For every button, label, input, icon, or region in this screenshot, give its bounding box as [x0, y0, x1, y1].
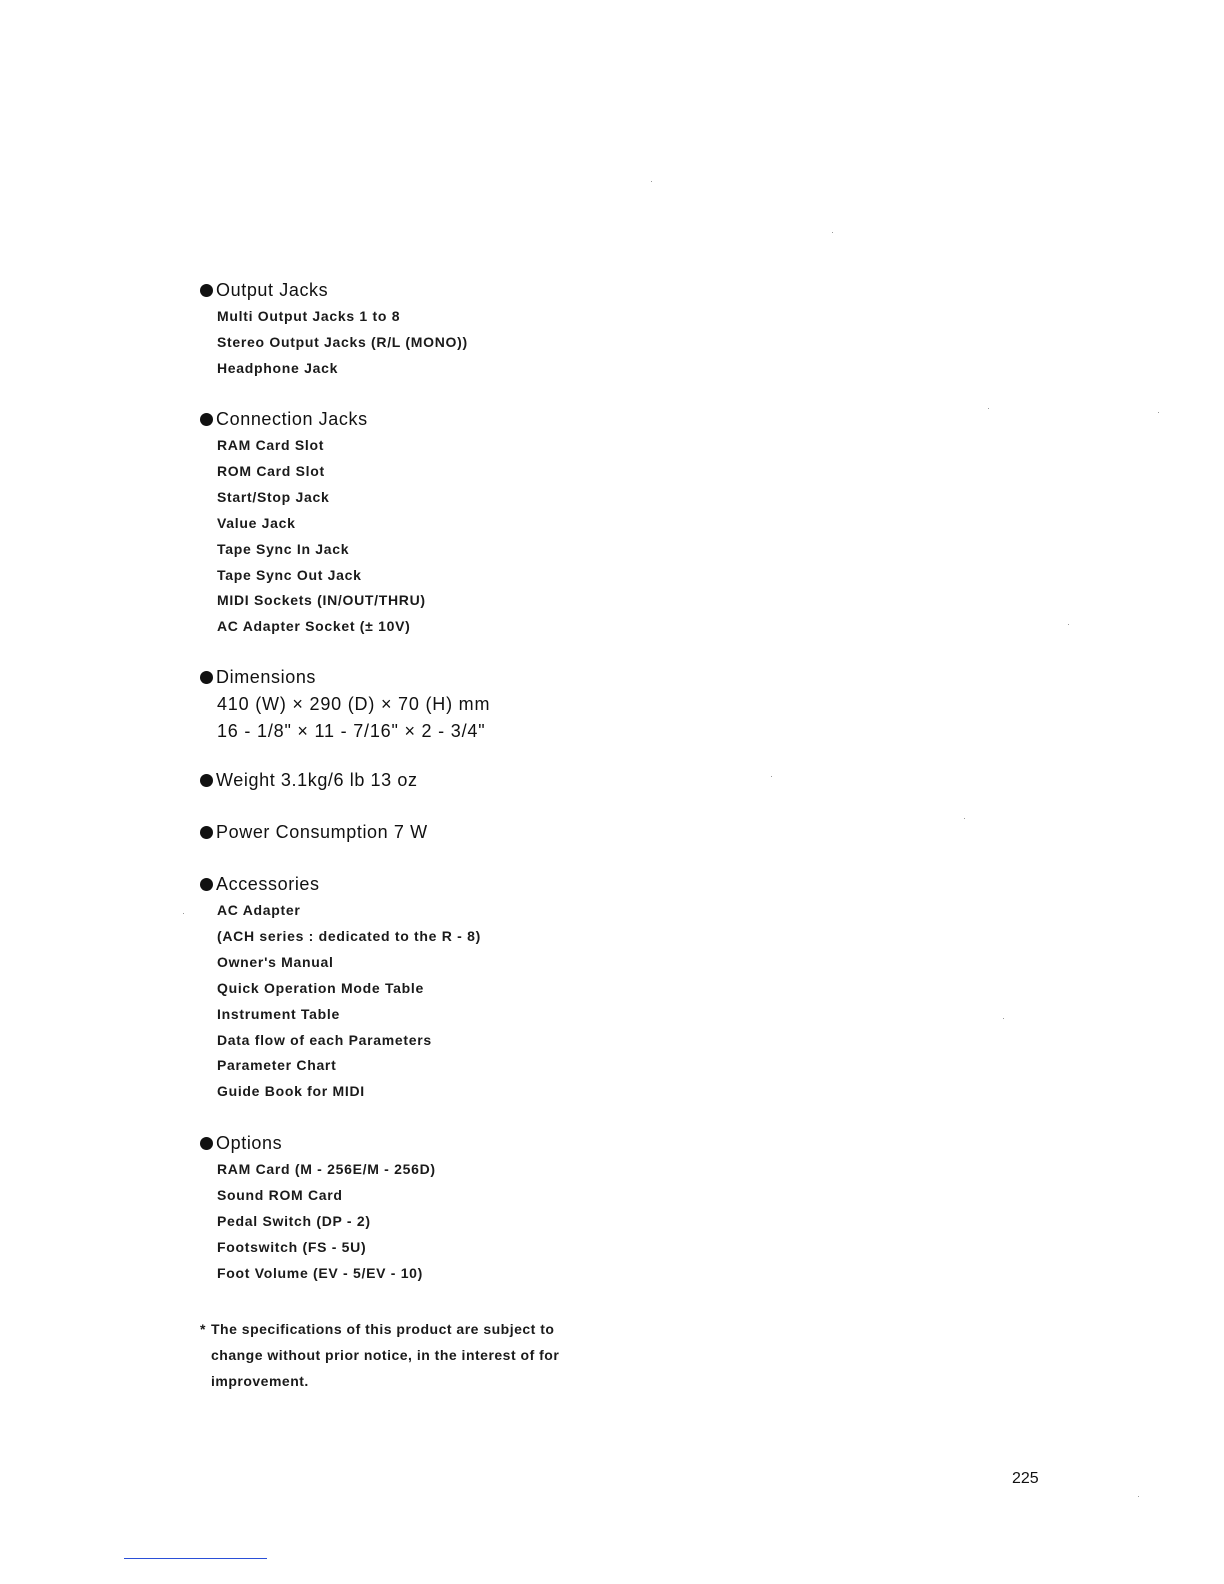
section-heading: Accessories	[200, 872, 760, 896]
list-item: Parameter Chart	[217, 1057, 337, 1074]
bullet-icon	[200, 284, 213, 297]
section-power-consumption	[200, 820, 760, 844]
section-items	[217, 304, 760, 382]
scan-speck	[1003, 1018, 1004, 1019]
section-weight	[200, 768, 760, 792]
list-item: ROM Card Slot	[217, 462, 325, 479]
section-output-jacks	[200, 278, 760, 382]
list-item: Guide Book for MIDI	[217, 1083, 365, 1100]
list-item: Footswitch (FS - 5U)	[217, 1238, 367, 1255]
asterisk-marker: *	[200, 1321, 206, 1337]
section-heading: Weight 3.1kg/6 lb 13 oz	[200, 768, 760, 792]
section-items	[217, 898, 760, 1105]
section-items	[217, 1157, 760, 1287]
scan-speck	[1158, 412, 1159, 413]
list-item: AC Adapter Socket (± 10V)	[217, 618, 411, 635]
bullet-icon	[200, 774, 213, 787]
list-item: 410 (W) × 290 (D) × 70 (H) mm	[217, 694, 491, 714]
list-item: Tape Sync Out Jack	[217, 566, 362, 583]
list-item: 16 - 1/8" × 11 - 7/16" × 2 - 3/4"	[217, 721, 486, 741]
list-item: Headphone Jack	[217, 359, 339, 376]
footer-rule	[124, 1558, 267, 1559]
bullet-icon	[200, 1137, 213, 1150]
section-heading: Options	[200, 1131, 760, 1155]
section-heading: Dimensions	[200, 665, 760, 689]
list-item: Pedal Switch (DP - 2)	[217, 1212, 371, 1229]
list-item: Quick Operation Mode Table	[217, 979, 424, 996]
list-item: MIDI Sockets (IN/OUT/THRU)	[217, 592, 426, 609]
list-item: AC Adapter	[217, 902, 301, 918]
section-heading: Connection Jacks	[200, 407, 760, 431]
bullet-icon	[200, 413, 213, 426]
scan-speck	[832, 232, 833, 233]
list-item: Sound ROM Card	[217, 1186, 343, 1203]
section-heading: Power Consumption 7 W	[200, 820, 760, 844]
section-options	[200, 1131, 760, 1287]
scan-speck	[651, 181, 652, 182]
list-item: Multi Output Jacks 1 to 8	[217, 308, 401, 324]
bullet-icon	[200, 671, 213, 684]
note-text: The specifications of this product are subject to change without prior notice, in the interest of for improvement.	[211, 1321, 560, 1389]
list-item: Value Jack	[217, 514, 296, 531]
list-item: (ACH series : dedicated to the R - 8)	[217, 927, 481, 944]
list-item: Data flow of each Parameters	[217, 1031, 432, 1048]
list-item: RAM Card (M - 256E/M - 256D)	[217, 1161, 436, 1177]
list-item: RAM Card Slot	[217, 437, 325, 453]
list-item: Instrument Table	[217, 1005, 340, 1022]
page-number: 225	[1012, 1470, 1039, 1487]
list-item: Tape Sync In Jack	[217, 540, 350, 557]
specifications-note	[200, 1316, 600, 1394]
bullet-icon	[200, 878, 213, 891]
scan-speck	[771, 776, 772, 777]
list-item: Foot Volume (EV - 5/EV - 10)	[217, 1264, 424, 1281]
scan-speck	[988, 408, 989, 409]
list-item: Owner's Manual	[217, 953, 334, 970]
section-heading: Output Jacks	[200, 278, 760, 302]
section-dimensions	[200, 665, 760, 745]
list-item: Stereo Output Jacks (R/L (MONO))	[217, 333, 468, 350]
scan-speck	[964, 818, 965, 819]
section-accessories	[200, 872, 760, 1105]
scan-speck	[1138, 1496, 1139, 1497]
list-item: Start/Stop Jack	[217, 488, 330, 505]
scan-speck	[1068, 624, 1069, 625]
scan-speck	[183, 913, 184, 914]
section-connection-jacks	[200, 407, 760, 640]
section-items	[217, 433, 760, 640]
bullet-icon	[200, 826, 213, 839]
section-items	[217, 691, 760, 745]
